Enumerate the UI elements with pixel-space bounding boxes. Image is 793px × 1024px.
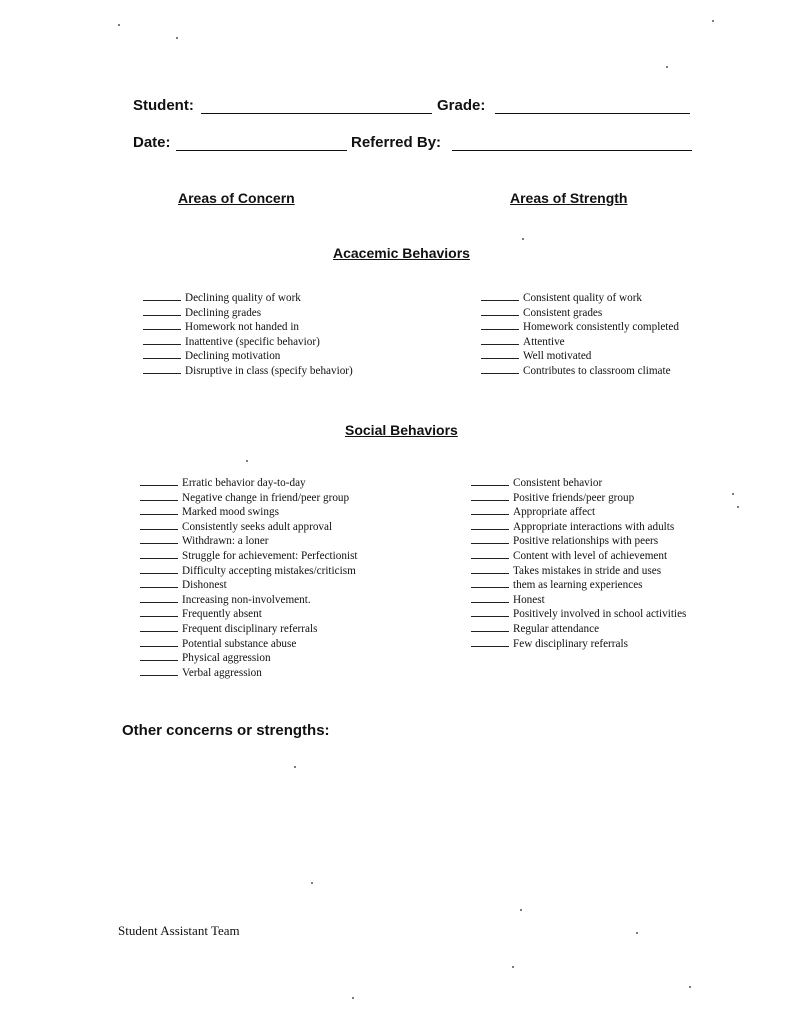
checklist-item	[471, 607, 686, 622]
checklist-item	[143, 364, 353, 379]
date-label: Date:	[133, 134, 171, 151]
checklist-item	[481, 306, 679, 321]
checklist-item-label: Appropriate affect	[513, 506, 596, 519]
checkbox-blank[interactable]	[140, 528, 178, 530]
scan-speck	[689, 986, 691, 988]
scan-speck	[512, 966, 514, 968]
checklist-item-label: Attentive	[523, 335, 565, 348]
checklist-item-label: Appropriate interactions with adults	[513, 520, 675, 533]
checklist-item-label: Frequent disciplinary referrals	[182, 622, 318, 635]
checkbox-blank[interactable]	[143, 357, 181, 359]
checkbox-blank[interactable]	[481, 299, 519, 301]
checklist-item-label: Consistent grades	[523, 306, 603, 319]
checkbox-blank[interactable]	[140, 557, 178, 559]
checklist-item-label: Positively involved in school activities	[513, 608, 687, 621]
checklist-item-label: Verbal aggression	[182, 666, 262, 679]
checkbox-blank[interactable]	[471, 601, 509, 603]
checkbox-blank[interactable]	[140, 499, 178, 501]
checklist-item-label: Physical aggression	[182, 652, 271, 665]
checklist-item-label: Takes mistakes in stride and uses	[513, 564, 662, 577]
checkbox-blank[interactable]	[481, 314, 519, 316]
checkbox-blank[interactable]	[143, 372, 181, 374]
checklist-item	[471, 622, 686, 637]
scan-speck	[294, 766, 296, 768]
checklist-item-label: Potential substance abuse	[182, 637, 297, 650]
checklist-item	[471, 476, 686, 491]
checklist-item-label: Erratic behavior day-to-day	[182, 477, 306, 489]
scan-speck	[176, 37, 178, 39]
checklist-item	[471, 549, 686, 564]
checklist-item-label: Consistently seeks adult approval	[182, 520, 333, 533]
checklist-item	[140, 505, 358, 520]
checkbox-blank[interactable]	[140, 601, 178, 603]
checklist-item	[140, 534, 358, 549]
checkbox-blank[interactable]	[140, 615, 178, 617]
checkbox-blank[interactable]	[481, 372, 519, 374]
checklist-item	[481, 291, 679, 306]
checklist-item-label: Honest	[513, 593, 545, 606]
checklist-item	[140, 622, 358, 637]
checklist-item-label: Inattentive (specific behavior)	[185, 335, 320, 348]
scan-speck	[522, 238, 524, 240]
checklist-item	[471, 578, 686, 593]
checkbox-blank[interactable]	[471, 586, 509, 588]
grade-input[interactable]	[495, 113, 690, 114]
checklist-item	[140, 491, 358, 506]
checklist-item-label: Frequently absent	[182, 608, 262, 621]
academic-behaviors-heading: Acacemic Behaviors	[333, 245, 470, 261]
checklist-item	[140, 564, 358, 579]
checkbox-blank[interactable]	[471, 645, 509, 647]
checklist-item-label: Declining grades	[185, 306, 262, 319]
checkbox-blank[interactable]	[140, 630, 178, 632]
checklist-item	[471, 534, 686, 549]
scan-speck	[311, 882, 313, 884]
checkbox-blank[interactable]	[471, 542, 509, 544]
checkbox-blank[interactable]	[140, 542, 178, 544]
referred-by-label: Referred By:	[351, 134, 442, 151]
checklist-item	[481, 349, 679, 364]
checklist-item-label: Homework not handed in	[185, 321, 300, 334]
checkbox-blank[interactable]	[471, 513, 509, 515]
checklist-item	[143, 349, 353, 364]
checkbox-blank[interactable]	[140, 513, 178, 515]
checklist-item-label: Declining quality of work	[185, 292, 301, 304]
checkbox-blank[interactable]	[481, 328, 519, 330]
checklist-item-label: Contributes to classroom climate	[523, 364, 671, 377]
checklist-item-label: Disruptive in class (specify behavior)	[185, 364, 353, 377]
footer-text: Student Assistant Team	[118, 923, 240, 938]
checkbox-blank[interactable]	[471, 557, 509, 559]
scan-speck	[118, 24, 120, 26]
checklist-item	[140, 651, 358, 666]
student-input[interactable]	[201, 113, 432, 114]
checklist-item	[471, 593, 686, 608]
checklist-item	[140, 476, 358, 491]
checklist-item	[143, 320, 353, 335]
checklist-item	[140, 578, 358, 593]
checklist-item-label: Negative change in friend/peer group	[182, 491, 350, 504]
checklist-item	[143, 335, 353, 350]
checklist-item-label: Regular attendance	[513, 622, 600, 635]
areas-of-concern-heading: Areas of Concern	[178, 190, 295, 206]
checkbox-blank[interactable]	[143, 299, 181, 301]
checklist-item	[471, 564, 686, 579]
checklist-item	[140, 593, 358, 608]
scan-speck	[666, 66, 668, 68]
checklist-item-label: them as learning experiences	[513, 579, 643, 592]
other-concerns-label: Other concerns or strengths:	[122, 722, 330, 739]
checkbox-blank[interactable]	[143, 343, 181, 345]
student-label: Student:	[133, 97, 194, 114]
checkbox-blank[interactable]	[143, 314, 181, 316]
scan-speck	[712, 20, 714, 22]
checkbox-blank[interactable]	[140, 484, 178, 486]
checklist-item	[140, 549, 358, 564]
checklist-item	[140, 666, 358, 681]
checklist-item-label: Positive relationships with peers	[513, 535, 659, 548]
scan-speck	[636, 932, 638, 934]
checkbox-blank[interactable]	[140, 674, 178, 676]
checklist-item	[471, 491, 686, 506]
checkbox-blank[interactable]	[471, 499, 509, 501]
academic-strengths-list	[481, 291, 679, 379]
date-input[interactable]	[176, 150, 347, 151]
checklist-item-label: Struggle for achievement: Perfectionist	[182, 549, 358, 562]
checkbox-blank[interactable]	[481, 343, 519, 345]
checkbox-blank[interactable]	[471, 572, 509, 574]
checklist-item-label: Well motivated	[523, 350, 592, 363]
referred-by-input[interactable]	[452, 150, 692, 151]
checklist-item	[143, 306, 353, 321]
checklist-item-label: Declining motivation	[185, 350, 281, 363]
checklist-item	[481, 335, 679, 350]
checklist-item-label: Increasing non-involvement.	[182, 593, 311, 606]
checklist-item-label: Consistent behavior	[513, 477, 603, 489]
scan-speck	[246, 460, 248, 462]
checklist-item	[140, 520, 358, 535]
scan-speck	[352, 997, 354, 999]
scan-speck	[520, 909, 522, 911]
checklist-item-label: Marked mood swings	[182, 506, 279, 519]
academic-concerns-list	[143, 291, 353, 379]
checkbox-blank[interactable]	[481, 357, 519, 359]
checklist-item-label: Homework consistently completed	[523, 321, 679, 334]
checklist-item-label: Consistent quality of work	[523, 292, 643, 304]
checkbox-blank[interactable]	[140, 586, 178, 588]
checklist-item-label: Difficulty accepting mistakes/criticism	[182, 564, 356, 577]
checkbox-blank[interactable]	[471, 615, 509, 617]
checklist-item-label: Withdrawn: a loner	[182, 535, 269, 548]
checkbox-blank[interactable]	[140, 572, 178, 574]
checkbox-blank[interactable]	[471, 528, 509, 530]
grade-label: Grade:	[437, 97, 486, 114]
checklist-item	[140, 637, 358, 652]
checklist-item-label: Dishonest	[182, 579, 227, 592]
checkbox-blank[interactable]	[140, 659, 178, 661]
social-strengths-list	[471, 476, 686, 651]
checkbox-blank[interactable]	[471, 484, 509, 486]
checkbox-blank[interactable]	[143, 328, 181, 330]
scan-speck	[737, 506, 739, 508]
checklist-item	[140, 607, 358, 622]
checkbox-blank[interactable]	[140, 645, 178, 647]
scan-speck	[732, 493, 734, 495]
areas-of-strength-heading: Areas of Strength	[510, 190, 628, 206]
checklist-item	[471, 637, 686, 652]
checkbox-blank[interactable]	[471, 630, 509, 632]
checklist-item	[481, 320, 679, 335]
checklist-item-label: Positive friends/peer group	[513, 491, 635, 504]
checklist-item	[471, 505, 686, 520]
social-concerns-list	[140, 476, 358, 680]
checklist-item	[481, 364, 679, 379]
checklist-item	[471, 520, 686, 535]
social-behaviors-heading: Social Behaviors	[345, 422, 458, 438]
checklist-item-label: Few disciplinary referrals	[513, 637, 628, 650]
checklist-item	[143, 291, 353, 306]
checklist-item-label: Content with level of achievement	[513, 549, 668, 562]
